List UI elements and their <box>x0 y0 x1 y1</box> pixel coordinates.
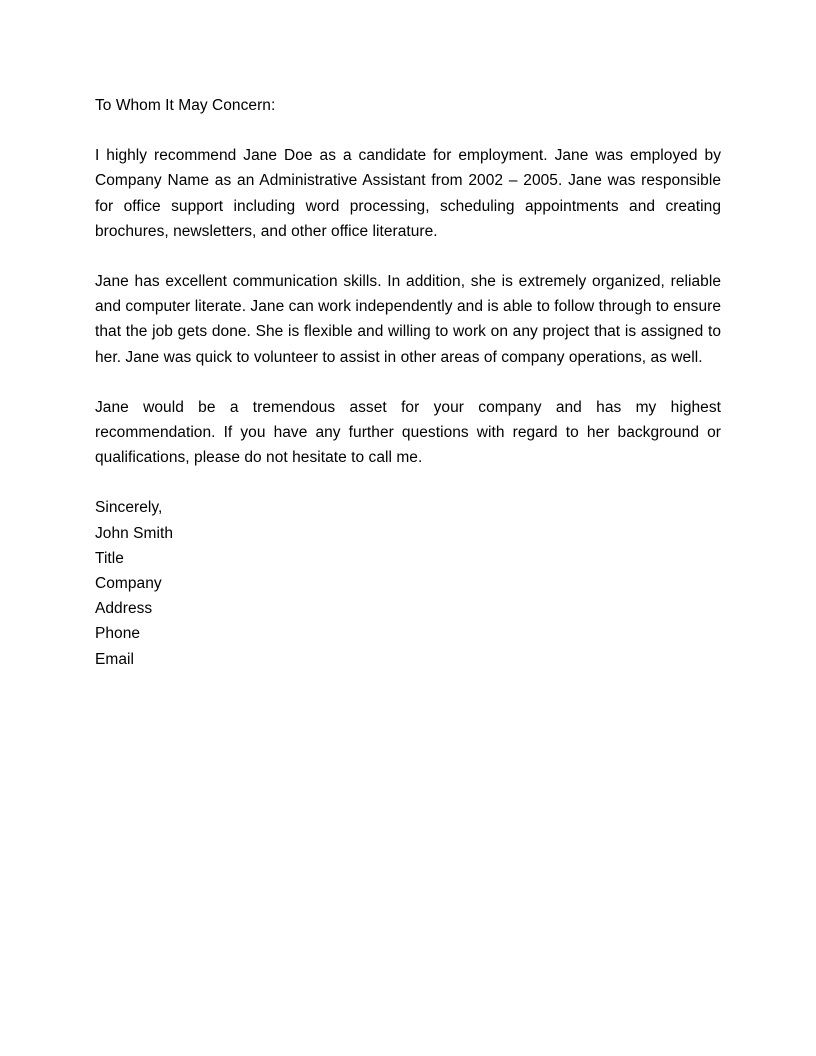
letter-signature-block <box>95 495 721 671</box>
letter-salutation: To Whom It May Concern: <box>95 97 276 114</box>
signature-title: Title <box>95 549 124 567</box>
signature-address: Address <box>95 600 153 618</box>
letter-paragraph-1: I highly recommend Jane Doe as a candidate for employment. Jane was employed by Company Name as an Administrative Assistant from 2002 – 2005. Jane was responsible for office support including word processing, scheduling appointments and creating brochures, newsletters, and other office literature. <box>95 147 721 240</box>
signature-valediction: Sincerely, <box>95 499 163 517</box>
letter-paragraph-3: Jane would be a tremendous asset for your company and has my highest recommendation. If you have any further questions with regard to her background or qualifications, please do not hesitate to call me. <box>95 398 721 467</box>
signature-email: Email <box>95 650 135 668</box>
letter-content <box>95 93 721 672</box>
letter-paragraph-2: Jane has excellent communication skills. In addition, she is extremely organized, reliable and computer literate. Jane can work independently and is able to follow through to ensure that the job gets done. She is flexible and willing to work on any project that is assigned to her. Jane was quick to volunteer to assist in other areas of company operations, as well. <box>95 273 721 366</box>
signature-name: John Smith <box>95 524 174 542</box>
signature-company: Company <box>95 575 162 593</box>
signature-phone: Phone <box>95 625 141 643</box>
